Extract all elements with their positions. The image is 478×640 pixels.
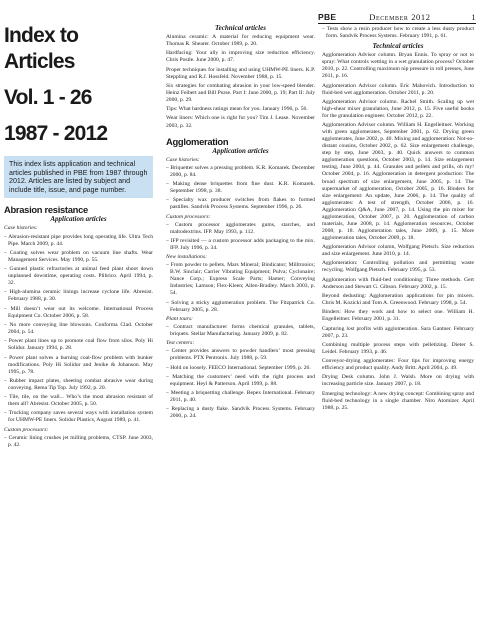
index-entry: – Solving a sticky agglomeration problem. The Fitzpatrick Co. February 2005, p. 28. xyxy=(166,299,315,313)
title-volumes: Vol. 1 - 26 xyxy=(4,86,92,109)
entry-list xyxy=(4,234,153,425)
index-entry: – Trucking company saves several ways with installation system for UHMW-PE liners. Solidur Plastics, August 1989, p. 41. xyxy=(4,410,153,424)
title-years: 1987 - 2012 xyxy=(4,122,108,145)
index-entry: – Custom processor agglomerates gums, starches, and maltodextrins. IFP. May 1993, p. 112. xyxy=(166,221,315,235)
sub-heading: Technical articles xyxy=(372,42,424,51)
entry-list xyxy=(166,165,315,212)
index-entry: – Contract manufacturer forms chemical granules, tablets, briquets. Stellar Manufacturing. January 2009, p. 82. xyxy=(166,323,315,337)
index-entry: – From powder to pellets. Mars Mineral; Bindicator; Milltronics; B.W. Sinclair; Carrier Vibrating Equipment; Pulva; Cyclonaire; Nance Corp.; Express Scale Parts; Hamer; Conveying Industries; Lamson; Flex-Kleen; Allen-Bradley. March 2003, p. 54. xyxy=(166,262,315,297)
entry-list xyxy=(166,324,315,338)
header-rule xyxy=(318,23,476,24)
title-line-2: Articles xyxy=(4,50,75,73)
index-entry: – Hold on loosely. FEECO International. September 1999, p. 26. xyxy=(166,364,311,371)
index-entry: – Center provides answers to powder handlers’ most pressing problems. PTX Pentronix. July 1988, p. 59. xyxy=(166,348,315,362)
index-entry: – Rubber impact plates, sheeting combat abrasive wear during conveying. Rema Tip Top. July 1992, p. 20. xyxy=(4,377,153,391)
column-1 xyxy=(4,22,153,451)
header-issue: December 2012 xyxy=(369,12,431,22)
index-entry: – Coating solves wear problem on vacuum line shafts. Wear Management Services. May 1990, p. 55. xyxy=(4,249,153,263)
index-entry: – No more conveying line blowouts. Conforma Clad. October 2004, p. 54. xyxy=(4,321,153,336)
index-entry: Agglomeration Advisor column. Rachel Smith. Scaling up wet high-shear mixer granulation, June 2012, p. 15. Five useful books for the granulation engineer. October 2012, p. 22. xyxy=(322,98,474,119)
index-entry: Agglomeration Advisor column. Bryan Ennis. To spray or not to spray: What controls wetting in a wet granulation process? October 2010, p. 22. Controlling maximum nip pressure in roll presses, June 2011, p. 16. xyxy=(322,52,474,80)
column-2 xyxy=(166,22,315,423)
index-entry: – Ceramic lining crushes jet milling problems, CTSP. June 2003, p. 42. xyxy=(4,434,153,448)
index-entry: – IFP revisited — a custom processor adds packaging to the mix. IFP. July 1996, p. 34. xyxy=(166,237,315,251)
index-entry: – High-alumina ceramic linings increase cyclone life. Abresist. February 1988, p. 30. xyxy=(4,289,153,303)
category-label: Test centers: xyxy=(166,340,195,347)
category-label: New installations: xyxy=(166,254,207,261)
index-entry: – Briquetter solves a pressing problem. K.R. Komarek. December 2000, p. 84. xyxy=(166,164,315,178)
header-publication: PBE xyxy=(318,12,337,22)
index-entry: Alumina ceramic: A material for reducing equipment wear. Thomas R. Shearer. October 1989, p. 20. xyxy=(166,34,315,48)
index-entry: Agglomeration Advisor column. William H. Engelleitner. Working with green agglomerates, September 2001, p. 62. Drying green agglomerates, June 2002, p. 40. Mixing and agglomeration: Not-so-distant cousins, October 2002, p. 62. Size enlargement challenge, step by step, June 2003, p. 40. Quick answers to common agglomeration questions, October 2003, p. 14. Size enlargement testing, June 2004, p. 44. Granules and pellets and prills, oh my! October 2004, p. 16. Agglomeration in detergent production: The broad spectrum of size enlargement, June 2005, p. 14. The supermarket of agglomeration, October 2005, p. 16. Binders for size enlargement: An update, June 2006, p. 14. The quality of agglomerates: A test of strength, October 2006, p. 16. Agglomeration Q&A, June 2007, p. 14. Using the pin mixer for agglomeration, October 2007, p. 20. Agglomeration of carbon materials, June 2008, p. 14. Agglomeration resources, October 2008, p. 18. Agglomeration tales, June 2009, p. 15. More agglomeration tales, October 2009, p. 18. xyxy=(322,122,474,241)
index-entry: Combining multiple process steps with pelletizing. Dieter S. Leidel. February 1993, p. 46. xyxy=(322,341,474,355)
entry-list xyxy=(166,262,315,314)
entry-list xyxy=(166,34,315,130)
entry-list xyxy=(166,222,315,252)
index-entry: – Replacing a dusty flake. Sandvik Process Systems. February 2000, p. 24. xyxy=(166,406,315,420)
category-label: Case histories: xyxy=(166,156,200,163)
entry-list xyxy=(166,348,315,420)
entry-list xyxy=(322,26,474,40)
index-entry: Agglomeration with fluid-bed conditioning: Three methods. Gert Anderson and Stewart G. Gibson. February 2002, p. 15. xyxy=(322,276,474,290)
entry-list xyxy=(4,435,153,449)
index-entry: Wear liners: Which one is right for you? Tim J. Lease. November 2003, p. 32. xyxy=(166,115,315,129)
index-entry: – Mill doesn’t wear out its welcome. International Process Equipment Co. October 2006, p. 58. xyxy=(4,305,153,319)
index-entry: – Gunned plastic refractories at animal feed plant shoot down unplanned downtime, operating costs. Plibrico. April 1994, p. 32. xyxy=(4,266,153,287)
sub-heading: Application articles xyxy=(50,215,107,224)
index-entry: Tips: What hardness ratings mean for you. January 1996, p. 56. xyxy=(166,106,308,113)
section-heading: Agglomeration xyxy=(166,135,229,147)
index-entry: – Abrasion-resistant pipe provides long operating life. Ultra Tech Pipe. March 2009, p. 44. xyxy=(4,233,153,247)
section-heading: Abrasion resistance xyxy=(4,204,88,216)
category-label: Custom processors: xyxy=(4,426,49,433)
index-entry: Agglomeration: Controlling pollution and permitting waste recycling. Wolfgang Pietsch. February 1995, p. 53. xyxy=(322,260,474,274)
index-entry: Six strategies for combating abrasion in your low-speed blender. Heinz Feibert and Bill Purse. Part I: June 2000, p. 19; Part II: July 2000, p. 29. xyxy=(166,82,315,103)
column-3 xyxy=(322,26,474,414)
category-label: Case histories: xyxy=(4,225,38,232)
category-label: Custom processors: xyxy=(166,213,211,220)
index-entry: Hardfacing: Your ally in improving size reduction efficiency. Chris Postle. June 2000, p. 47. xyxy=(166,50,315,64)
index-entry: Emerging technology: A new drying concept: Combining spray and fluid-bed technology in a single chamber. Niro Atomizer. April 1988, p. 25. xyxy=(322,390,474,411)
index-entry: – Making dense briquettes from fine dust. K.R. Komarek. September 1998, p. 38. xyxy=(166,180,315,195)
sub-heading: Technical articles xyxy=(215,24,266,32)
intro-box: This index lists application and technical articles published in PBE from 1987 through 2012. Articles are listed by subject and include title, issue, and page number. xyxy=(4,156,153,198)
index-entry: – Tests show a resin producer how to create a less dusty product form. Sandvik Process Systems. February 1991, p. 61. xyxy=(322,26,474,40)
index-entry: Beyond dedusting: Agglomeration applications for pin mixers. Chris M. Kozicki and Tom A. Greenwood. February 1998, p. 54. xyxy=(322,292,474,306)
index-entry: Proper techniques for installing and using UHMW-PE liners. K.P. Steppling and R.J. Hossfeld. November 1988, p. 15. xyxy=(166,66,315,80)
index-entry: – Meeting a briquetting challenge. Bepex International. February 2011, p. 40. xyxy=(166,390,315,404)
header-page-number: 1 xyxy=(471,12,476,22)
page-header xyxy=(318,10,476,22)
sub-heading: Application articles xyxy=(212,146,269,155)
index-entry: Agglomeration Advisor column. Eric Mahovich. Introduction to fluid-bed wet agglomeration. October 2011, p. 20. xyxy=(322,82,474,96)
title-line-1: Index to xyxy=(4,24,79,47)
category-label: Plant tours: xyxy=(166,315,193,322)
entry-list xyxy=(322,52,474,412)
index-entry: – Matching the customers’ need with the right process and equipment. Heyl & Patterson. April 1999, p. 88. xyxy=(166,373,315,387)
index-entry: Drying Desk column. John J. Walsh. More on drying with increasing particle size. January 2007, p. 18. xyxy=(322,374,474,388)
index-entry: Binders: How they work and how to select one. William H. Engelleitner. February 2001, p. 31. xyxy=(322,309,474,323)
index-entry: Conveyor-drying agglomerates: Four tips for improving energy efficiency and product quality. Andy Britt. April 2004, p. 49. xyxy=(322,358,474,372)
index-entry: – Specialty wax producer switches from flakes to formed pastilles. Sandvik Process Systems. September 1996, p. 26. xyxy=(166,197,315,211)
index-entry: – Tile, tile, on the wall... Who’s the most abrasion resistant of them all? Abresist. October 2005, p. 50. xyxy=(4,394,153,408)
index-entry: – Power plant lines up to promote coal flow from silos. Poly Hi Solidur. January 1994, p. 28. xyxy=(4,338,153,352)
index-entry: Agglomeration Advisor column, Wolfgang Pietsch. Size reduction and size enlargement. June 2010, p. 14. xyxy=(322,244,474,258)
index-entry: Capturing lost profits with agglomeration. Sara Gantner. February 2007, p. 23. xyxy=(322,325,474,339)
index-entry: – Power plant solves a burning coal-flow problem with bunker modifications. Poly Hi Solidur and Jenike & Johanson. May 1995, p. 78. xyxy=(4,354,153,375)
